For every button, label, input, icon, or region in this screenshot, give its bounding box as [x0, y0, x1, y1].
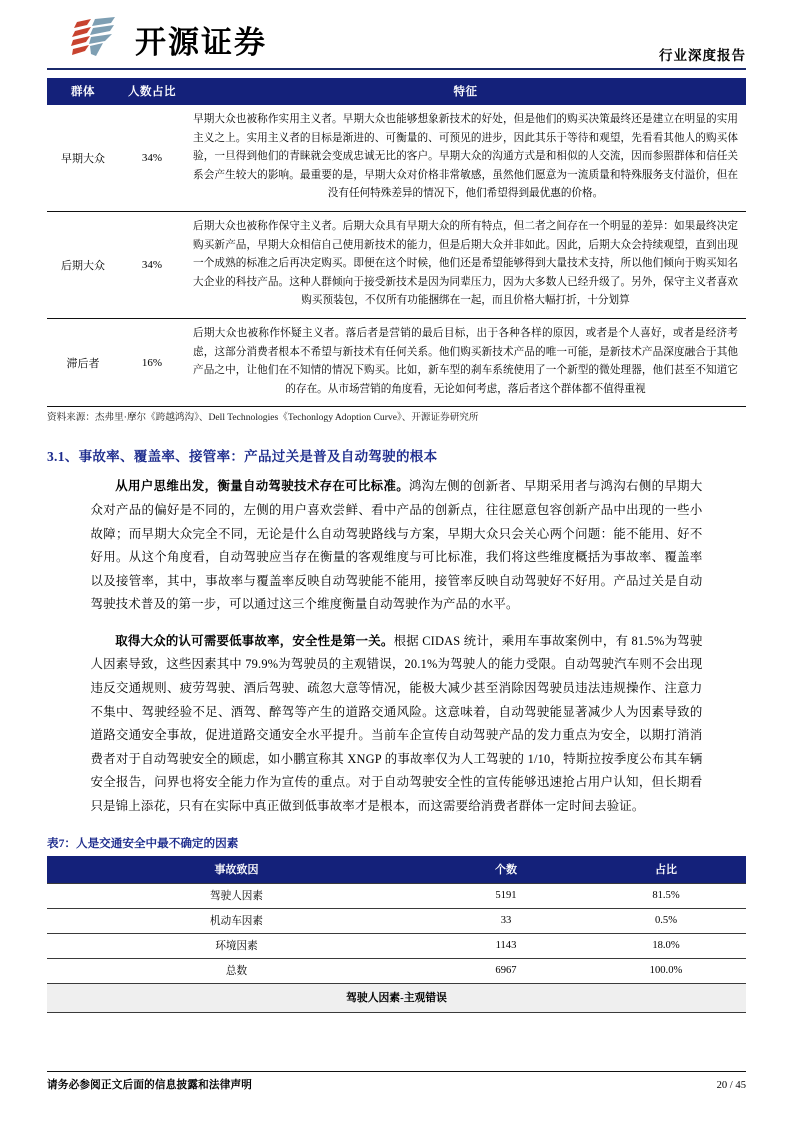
table-row: [47, 908, 746, 933]
cell-cause: 总数: [47, 958, 426, 983]
cell-cause: 环境因素: [47, 933, 426, 958]
col-header-pct: 占比: [586, 856, 746, 884]
cell-count: 5191: [426, 883, 586, 908]
paragraph-lead: 从用户思维出发，衡量自动驾驶技术存在可比标准。: [115, 479, 409, 494]
cell-share: 34%: [119, 211, 185, 318]
table-row: [47, 318, 746, 406]
col-header-share: 人数占比: [119, 78, 185, 105]
accident-cause-table: [47, 856, 746, 1013]
cell-cause: 驾驶人因素: [47, 883, 426, 908]
adoption-segments-table: [47, 78, 746, 407]
cell-count: 33: [426, 908, 586, 933]
paragraph-lead: 取得大众的认可需要低事故率，安全性是第一关。: [115, 633, 394, 648]
cell-feature: 后期大众也被称作保守主义者。后期大众具有早期大众的所有特点，但二者之间存在一个明显的差异：如果最终决定购买新产品，早期大众相信自己使用新技术的能力，但是后期大众并非如此。因此，后期大众会持续观望，直到出现一个成熟的标准之后再决定购买。即便在这个时候，他们还是希望能够得到大量技术支持，所以他们倾向于购买知名大企业的科技产品。这种人群倾向于接受新技术是因为同辈压力，因为大多数人已经升级了。另外，保守主义者喜欢购买预装包，不仅所有功能捆绑在一起，而且价格大幅打折，十分划算: [185, 211, 746, 318]
paragraph: [91, 475, 703, 617]
col-header-group: 群体: [47, 78, 119, 105]
paragraph: [91, 630, 703, 819]
page-number: 20 / 45: [716, 1080, 746, 1091]
report-type-label: 行业深度报告: [659, 48, 746, 63]
table-row: [47, 958, 746, 983]
brand-logo: [69, 16, 267, 62]
table-header-row: [47, 78, 746, 105]
brand-name: 开源证券: [135, 24, 267, 60]
cell-group: 滞后者: [47, 318, 119, 406]
page-footer: [47, 1071, 746, 1092]
paragraph-text: 根据 CIDAS 统计，乘用车事故案例中，有 81.5%为驾驶人因素导致，这些因素其中 79.9%为驾驶员的主观错误，20.1%为驾驶人的能力受限。自动驾驶汽车则不会出现违反交通规则、疲劳驾驶、酒后驾驶、疏忽大意等情况，能极大减少甚至消除因驾驶员违法违规操作、注意力不集中、驾驶经验不足、酒驾、醉驾等产生的道路交通风险。这意味着，自动驾驶能显著减少人为因素导致的道路交通安全事故，促进道路交通安全水平提升。当前车企宣传自动驾驶产品的发力重点为安全，以期打消消费者对于自动驾驶安全的顾虑，如小鹏宣称其 XNGP 的事故率仅为人工驾驶的 1/10，特斯拉按季度公布其车辆安全报告，问界也将安全能力作为宣传的重点。对于自动驾驶安全性的宣传能够迅速抢占用户认知，但长期看只是锦上添花，只有在实际中真正做到低事故率才是根本，而这需要给消费者群体一定时间去验证。: [90, 633, 703, 814]
table-row: [47, 211, 746, 318]
adoption-table-body: [47, 78, 746, 407]
cell-share: 34%: [119, 105, 185, 211]
cell-pct: 100.0%: [586, 958, 746, 983]
table-row: [47, 933, 746, 958]
table7-subheader-row: [47, 983, 746, 1012]
cell-pct: 0.5%: [586, 908, 746, 933]
cell-share: 16%: [119, 318, 185, 406]
footer-divider: [47, 1071, 746, 1072]
header-divider: [47, 68, 746, 70]
table7-title: 表7：人是交通安全中最不确定的因素: [47, 836, 239, 850]
cell-pct: 18.0%: [586, 933, 746, 958]
table-row: [47, 883, 746, 908]
page-header: [47, 0, 746, 78]
cell-group: 早期大众: [47, 105, 119, 211]
table-header-row: [47, 856, 746, 884]
col-header-feature: 特征: [185, 78, 746, 105]
table7-body: [47, 856, 746, 1013]
cell-feature: 早期大众也被称作实用主义者。早期大众也能够想象新技术的好处，但是他们的购买决策最终还是建立在明显的实用主义之上。实用主义者的目标是渐进的、可衡量的、可预见的进步，因此其乐于等待和观望，先看看其他人的购买体验，一旦得到他们的青睐就会变成忠诚无比的客户。早期大众的沟通方式是和相似的人交流，因而参照群体和信任关系会产生较大的影响。最重要的是，早期大众对价格非常敏感，虽然他们愿意为一流质量和特殊服务支付溢价，但在没有任何特殊差异的情况下，他们希望得到最优惠的价格。: [185, 105, 746, 211]
footer-disclaimer: 请务必参阅正文后面的信息披露和法律声明: [47, 1080, 253, 1091]
cell-cause: 机动车因素: [47, 908, 426, 933]
section-heading: 3.1、事故率、覆盖率、接管率：产品过关是普及自动驾驶的根本: [47, 449, 438, 465]
cell-pct: 81.5%: [586, 883, 746, 908]
table7-subheader: 驾驶人因素-主观错误: [47, 983, 746, 1012]
cell-feature: 后期大众也被称作怀疑主义者。落后者是营销的最后目标，出于各种各样的原因，或者是个人喜好，或者是经济考虑，这部分消费者根本不希望与新技术有任何关系。他们购买新技术产品的唯一可能，是新技术产品深度融合于其他产品之中，让他们在不知情的情况下购买。比如，新车型的刹车系统使用了一个新型的微处理器，他们甚至不知道它的存在。从市场营销的角度看，无论如何考虑，落后者这个群体都不值得重视: [185, 318, 746, 406]
kaiyuan-securities-logo-icon: [69, 16, 125, 62]
cell-count: 1143: [426, 933, 586, 958]
table-source-note: 资料来源：杰弗里·摩尔《跨越鸿沟》、Dell Technologies《Techonlogy Adoption Curve》、开源证券研究所: [47, 412, 479, 424]
cell-count: 6967: [426, 958, 586, 983]
cell-group: 后期大众: [47, 211, 119, 318]
table-row: [47, 105, 746, 211]
paragraph-text: 鸿沟左侧的创新者、早期采用者与鸿沟右侧的早期大众对产品的偏好是不同的，左侧的用户喜欢尝鲜、看中产品的创新点，往往愿意包容创新产品中出现的一些小故障；而早期大众完全不同，无论是什么自动驾驶路线与方案，早期大众只会关心两个问题：能不能用、好不好用。从这个角度看，自动驾驶应当存在衡量的客观维度与可比标准，我们将这些维度概括为事故率、覆盖率以及接管率，其中，事故率与覆盖率反映自动驾驶能不能用，接管率反映自动驾驶好不好用。产品过关是自动驾驶技术普及的第一步，可以通过这三个维度衡量自动驾驶作为产品的水平。: [90, 479, 703, 612]
col-header-cause: 事故致因: [47, 856, 426, 884]
col-header-count: 个数: [426, 856, 586, 884]
